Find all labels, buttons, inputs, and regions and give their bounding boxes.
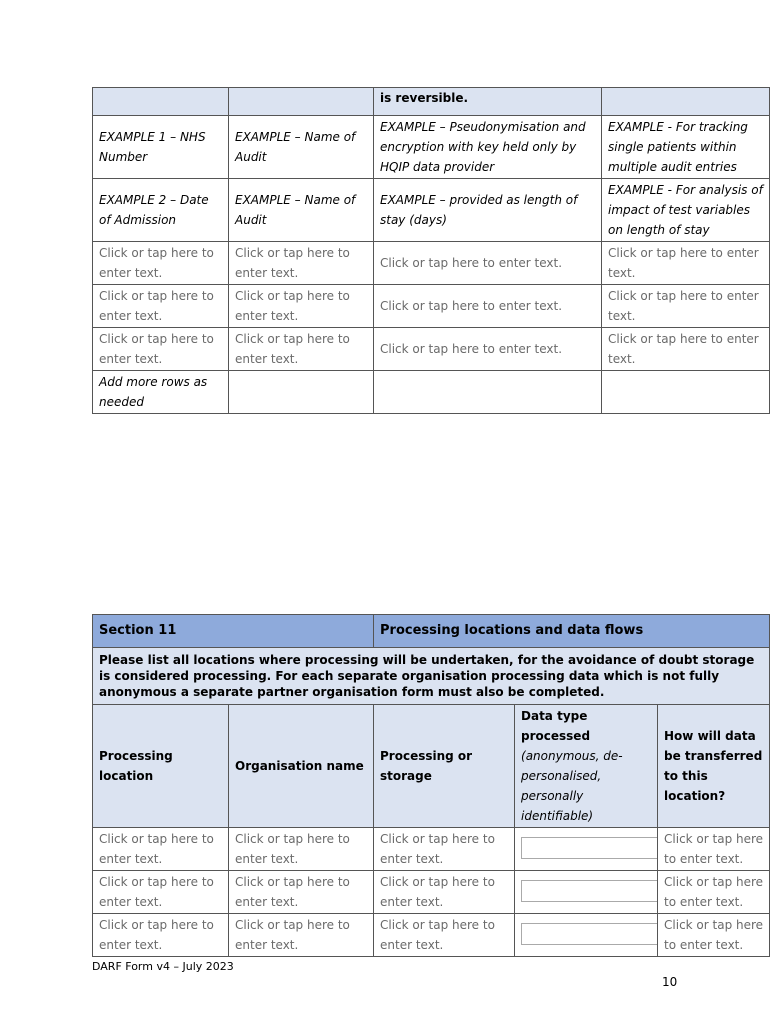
- data-type-cell: [515, 914, 658, 957]
- data-type-cell: [515, 871, 658, 914]
- data-type-title: Data type processed: [521, 709, 591, 743]
- text-entry-field[interactable]: Click or tap here to enter text.: [93, 914, 229, 957]
- header-cell: [229, 88, 374, 116]
- entry-row: [93, 328, 770, 371]
- section-instructions: Please list all locations where processing will be undertaken, for the avoidance of doubt storage is considered processing. For each separate organisation processing data which is not fully anonymous a separate partner organisation form must also be completed.: [93, 648, 770, 705]
- processing-locations-table: [92, 614, 770, 957]
- example-cell: EXAMPLE – Name of Audit: [229, 116, 374, 179]
- text-entry-field[interactable]: Click or tap here to enter text.: [658, 871, 770, 914]
- add-rows-row: [93, 371, 770, 414]
- example-row-2: [93, 179, 770, 242]
- text-entry-field[interactable]: Click or tap here to enter text.: [93, 328, 229, 371]
- section-header-row: [93, 615, 770, 648]
- example-cell: EXAMPLE – provided as length of stay (days): [374, 179, 602, 242]
- example-cell: EXAMPLE 1 – NHS Number: [93, 116, 229, 179]
- column-header-processing-or-storage: Processing or storage: [374, 705, 515, 828]
- example-cell: EXAMPLE 2 – Date of Admission: [93, 179, 229, 242]
- example-cell: EXAMPLE - For tracking single patients within multiple audit entries: [602, 116, 770, 179]
- text-entry-field[interactable]: Click or tap here to enter text.: [602, 285, 770, 328]
- table-header-row: [93, 88, 770, 116]
- text-entry-field[interactable]: Click or tap here to enter text.: [229, 328, 374, 371]
- text-entry-field[interactable]: Click or tap here to enter text.: [229, 914, 374, 957]
- column-header-transfer-method: How will data be transferred to this location?: [658, 705, 770, 828]
- text-entry-field[interactable]: Click or tap here to enter text.: [229, 242, 374, 285]
- text-entry-field[interactable]: Click or tap here to enter text.: [658, 828, 770, 871]
- empty-cell: [602, 371, 770, 414]
- entry-row: [93, 242, 770, 285]
- entry-row: [93, 828, 770, 871]
- text-entry-field[interactable]: Click or tap here to enter text.: [374, 285, 602, 328]
- example-row-1: [93, 116, 770, 179]
- text-entry-field[interactable]: Click or tap here to enter text.: [374, 914, 515, 957]
- header-cell: [602, 88, 770, 116]
- text-entry-field[interactable]: Click or tap here to enter text.: [658, 914, 770, 957]
- text-entry-field[interactable]: Click or tap here to enter text.: [93, 242, 229, 285]
- column-header-data-type: [515, 705, 658, 828]
- text-entry-field[interactable]: Click or tap here to enter text.: [93, 871, 229, 914]
- text-entry-field[interactable]: Click or tap here to enter text.: [374, 871, 515, 914]
- section-title: Processing locations and data flows: [374, 615, 770, 648]
- text-entry-field[interactable]: Click or tap here to enter text.: [229, 871, 374, 914]
- section-label: Section 11: [93, 615, 374, 648]
- text-entry-field[interactable]: Click or tap here to enter text.: [602, 328, 770, 371]
- text-entry-field[interactable]: Click or tap here to enter text.: [374, 828, 515, 871]
- example-cell: EXAMPLE – Pseudonymisation and encryption with key held only by HQIP data provider: [374, 116, 602, 179]
- text-entry-field[interactable]: Click or tap here to enter text.: [93, 285, 229, 328]
- entry-row: [93, 285, 770, 328]
- entry-row: [93, 914, 770, 957]
- data-type-dropdown[interactable]: [521, 837, 658, 859]
- data-type-cell: [515, 828, 658, 871]
- text-entry-field[interactable]: Click or tap here to enter text.: [229, 828, 374, 871]
- header-cell: [93, 88, 229, 116]
- entry-row: [93, 871, 770, 914]
- data-type-dropdown[interactable]: [521, 880, 658, 902]
- section-intro-row: [93, 648, 770, 705]
- add-rows-note: Add more rows as needed: [93, 371, 229, 414]
- page-number: 10: [662, 975, 678, 989]
- form-version-footer: DARF Form v4 – July 2023: [92, 960, 234, 973]
- text-entry-field[interactable]: Click or tap here to enter text.: [374, 242, 602, 285]
- text-entry-field[interactable]: Click or tap here to enter text.: [602, 242, 770, 285]
- data-items-table: [92, 87, 770, 414]
- text-entry-field[interactable]: Click or tap here to enter text.: [93, 828, 229, 871]
- empty-cell: [374, 371, 602, 414]
- example-cell: EXAMPLE - For analysis of impact of test variables on length of stay: [602, 179, 770, 242]
- column-header-row: [93, 705, 770, 828]
- column-header-organisation-name: Organisation name: [229, 705, 374, 828]
- empty-cell: [229, 371, 374, 414]
- example-cell: EXAMPLE – Name of Audit: [229, 179, 374, 242]
- header-cell: is reversible.: [374, 88, 602, 116]
- data-type-dropdown[interactable]: [521, 923, 658, 945]
- data-type-subtitle: (anonymous, de-personalised, personally identifiable): [521, 749, 623, 823]
- text-entry-field[interactable]: Click or tap here to enter text.: [374, 328, 602, 371]
- column-header-processing-location: Processing location: [93, 705, 229, 828]
- text-entry-field[interactable]: Click or tap here to enter text.: [229, 285, 374, 328]
